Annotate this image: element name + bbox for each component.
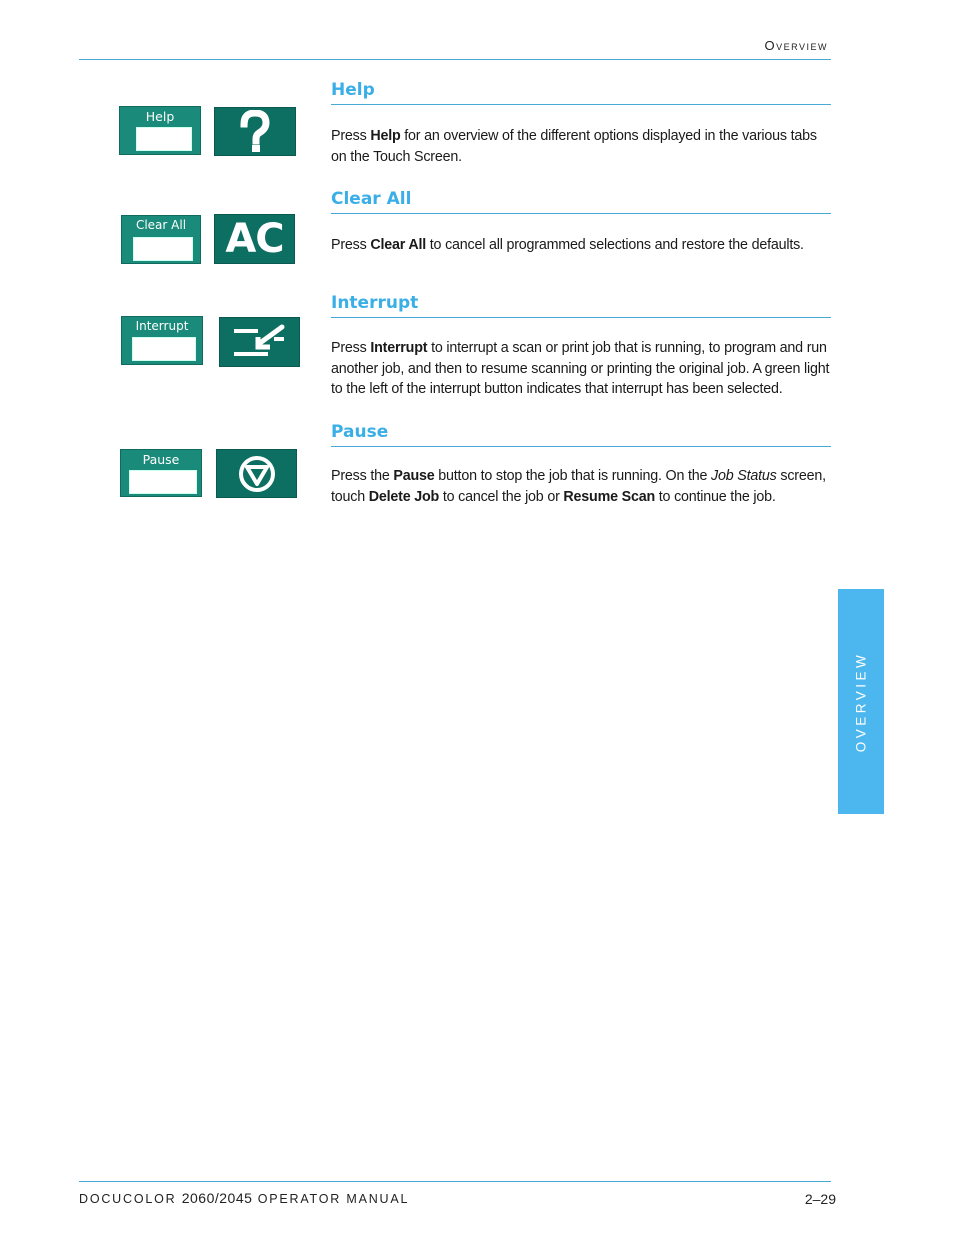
interrupt-arrow-glyph	[230, 323, 290, 361]
clear-all-button-field	[133, 237, 193, 261]
text-run: Delete Job	[368, 488, 440, 505]
text-run: to continue the job.	[655, 488, 776, 505]
help-button-image	[119, 106, 201, 155]
section-pause	[331, 422, 831, 507]
pause-button-field	[129, 470, 197, 494]
text-run: Pause	[393, 468, 435, 484]
text-run: Press the	[331, 468, 394, 484]
interrupt-button-field	[132, 337, 196, 361]
section-body-pause	[331, 466, 831, 507]
text-run: to cancel all programmed selections and restore the defaults.	[426, 237, 804, 253]
text-run: Interrupt	[370, 340, 428, 356]
ac-icon-text: AC	[225, 216, 284, 262]
interrupt-button-image	[121, 316, 203, 365]
footer-manual-suffix: OPERATOR MANUAL	[252, 1192, 410, 1206]
section-clear-all	[331, 189, 831, 256]
section-help	[331, 80, 831, 167]
text-run: for an overview of the different options displayed in the various tabs on the Touch Screen.	[331, 128, 817, 165]
text-run: Press	[331, 340, 371, 356]
pause-button-image	[120, 449, 202, 497]
page-number: 2–29	[804, 1191, 836, 1207]
text-run: Press	[331, 128, 371, 144]
text-run: Resume Scan	[563, 488, 655, 505]
interrupt-button-label: Interrupt	[135, 319, 189, 333]
text-run: button to stop the job that is running. On the	[434, 468, 712, 484]
section-body-interrupt	[331, 338, 831, 400]
pause-button-label: Pause	[142, 452, 180, 467]
section-body-help	[331, 126, 831, 167]
section-interrupt	[331, 293, 831, 400]
section-title-help: Help	[331, 80, 831, 105]
text-run: Press	[331, 237, 371, 253]
footer-rule	[79, 1181, 831, 1182]
chapter-side-tab	[838, 589, 884, 814]
header-rule	[79, 59, 831, 60]
text-run: to cancel the job or	[439, 488, 564, 505]
interrupt-arrow-icon	[219, 317, 300, 367]
text-run: Job Status	[711, 468, 777, 484]
footer-model: 2060/2045	[181, 1190, 253, 1206]
section-title-interrupt: Interrupt	[331, 293, 831, 318]
text-run: screen, touch	[331, 468, 826, 505]
help-button-field	[136, 127, 192, 151]
section-title-clear-all: Clear All	[331, 189, 831, 214]
footer-manual-prefix: DOCUCOLOR	[79, 1192, 182, 1206]
stop-triangle-glyph	[237, 454, 277, 494]
help-button-label: Help	[145, 109, 175, 124]
running-header: Overview	[764, 38, 828, 53]
ac-icon	[214, 214, 295, 264]
footer-manual-title	[79, 1190, 409, 1206]
text-run: Clear All	[370, 237, 427, 253]
question-mark-icon	[214, 107, 296, 156]
stop-triangle-icon	[216, 449, 297, 498]
chapter-side-tab-label: OVERVIEW	[853, 651, 869, 752]
clear-all-button-label: Clear All	[135, 218, 187, 232]
section-body-clear-all	[331, 235, 831, 256]
text-run: Help	[370, 128, 401, 144]
section-title-pause: Pause	[331, 422, 831, 447]
question-mark-glyph	[235, 110, 275, 154]
text-run: to interrupt a scan or print job that is running, to program and run another job, and then to resume scanning or printing the original job. A green light to the left of the interrupt button indicates that interrupt has been selected.	[331, 340, 830, 397]
clear-all-button-image	[121, 215, 201, 264]
